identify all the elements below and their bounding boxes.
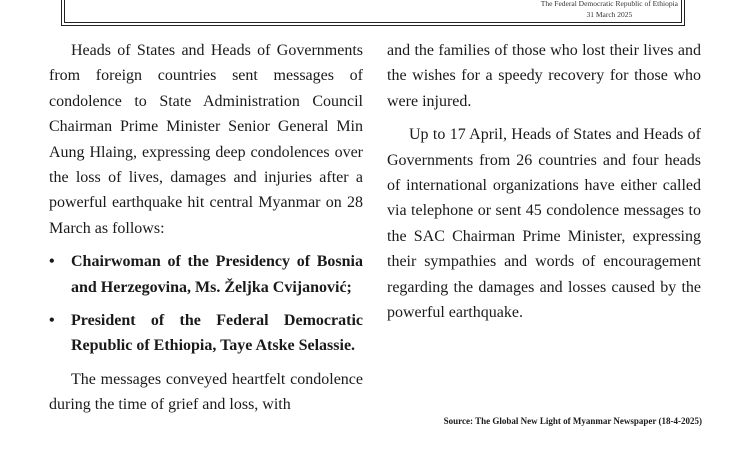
letter-signature-country: The Federal Democratic Republic of Ethiopia [540, 0, 678, 8]
condolence-senders-list [49, 249, 363, 359]
continuation-paragraph: and the families of those who lost their lives and the wishes for a speedy recovery for those who were injured. [387, 42, 701, 110]
list-item: • President of the Federal Democratic Republic of Ethiopia, Taye Atske Selassie. [71, 308, 363, 359]
intro-paragraph: Heads of States and Heads of Governments from foreign countries sent messages of condolence to State Administration Council Chairman Prime Minister Senior General Min Aung Hlaing, expressing deep condolences over the loss of lives, damages and injuries after a powerful earthquake hit central Myanmar on 28 March as follows: [49, 42, 363, 237]
right-column [387, 38, 701, 325]
left-column [49, 38, 363, 418]
list-item: • Chairwoman of the Presidency of Bosnia and Herzegovina, Ms. Željka Cvijanović; [71, 249, 363, 300]
summary-paragraph: Up to 17 April, Heads of States and Heads of Governments from 26 countries and four heads of international organizations have either called via telephone or sent 45 condolence messages to the SAC Chairman Prime Minister, expressing their sympathies and words of encouragement regarding the damages and losses caused by the powerful earthquake. [387, 126, 701, 322]
letter-signature-date: 31 March 2025 [586, 10, 633, 19]
closing-paragraph: The messages conveyed heartfelt condolence during the time of grief and loss, with [49, 370, 363, 414]
letter-signature [541, 0, 678, 20]
source-credit: Source: The Global New Light of Myanmar Newspaper (18-4-2025) [443, 416, 702, 426]
